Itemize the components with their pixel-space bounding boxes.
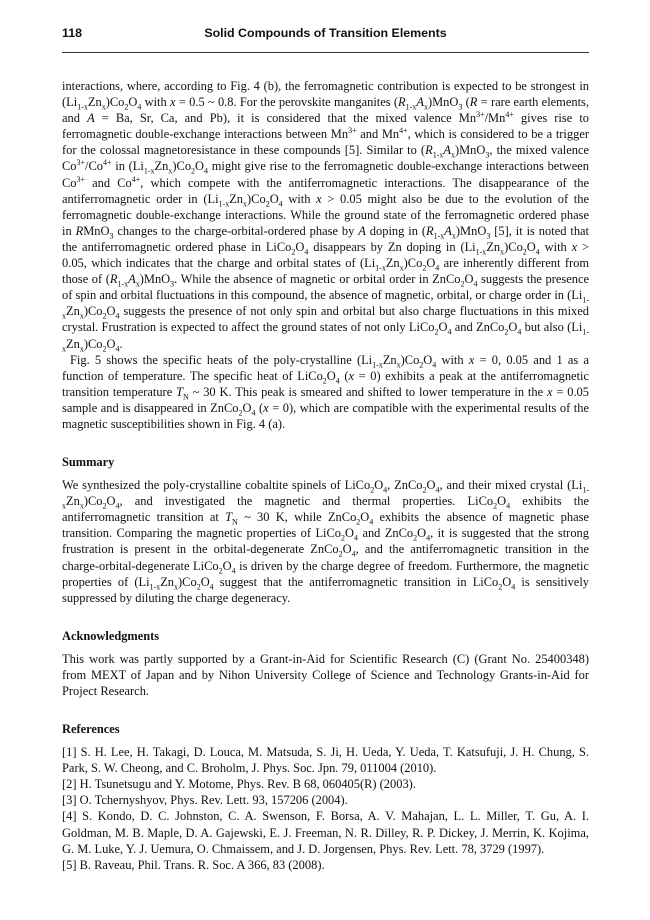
running-title: Solid Compounds of Transition Elements [204,26,447,40]
reference-list [62,744,589,873]
summary-heading: Summary [62,455,115,470]
acknowledgments-heading: Acknowledgments [62,628,160,643]
reference-item: [4] S. Kondo, D. C. Johnston, C. A. Swenson, F. Borsa, A. V. Mahajan, L. L. Miller, T. Gu, A. I. Goldman, M. B. Maple, D. A. Gajewski, E. J. Freeman, N. R. Dilley, R. P. Dickey, J. Merrin, K. Kojima, G. M. Luke, Y. J. Uemura, O. Chmaissem, and J. D. Jorgensen, Phys. Rev. Lett. 78, 3729 (1997). [62,809,589,856]
running-header [62,26,589,44]
body-paragraph-1: interactions, where, according to Fig. 4 (b), the ferromagnetic contribution is expected to be strongest in $(Li_{1-x}Zn_x)Co_2O_4$ with x = 0.5 ~ 0.8. For the perovskite manganites $(R_{1-x}A_x)MnO_3$ (R = rare earth elements, and A = Ba, Sr, Ca, and Pb), it is considered that the mixed valence $Mn^{3+}/Mn^{4+}$ gives rise to ferromagnetic double-exchange interactions between $Mn^{3+}$ and $Mn^{4+}$, which is considered to be a trigger for the colossal magnetoresistance in these compounds [5]. Similar to $(R_{1-x}A_x)MnO_3$, the mixed valence $Co^{3+}/Co^{4+}$ in $(Li_{1-x}Zn_x)Co_2O_4$ might give rise to the ferromagnetic double-exchange interactions between $Co^{3+}$ and $Co^{4+}$, which compete with the antiferromagnetic interactions. The disappearance of the antiferromagnetic order in $(Li_{1-x}Zn_x)Co_2O_4$ with x > 0.05 might also be due to the evolution of the ferromagnetic double-exchange interactions. While the ground state of the ferromagnetic ordered phase in RMnO$_3$ changes to the charge-orbital-ordered phase by A doping in $(R_{1-x}A_x)MnO_3$ [5], it is noted that the antiferromagnetic ordered phase in $LiCo_2O_4$ disappears by Zn doping in $(Li_{1-x}Zn_x)Co_2O_4$ with x > 0.05, which indicates that the charge and orbital states of $(Li_{1-x}Zn_x)Co_2O_4$ are inherently different from those of $(R_{1-x}A_x)MnO_3$. While the absence of magnetic or orbital order in $ZnCo_2O_4$ suggests the presence of spin and orbital fluctuations in this compound, the absence of magnetic, orbital, or charge order in $(Li_{1-x}Zn_x)Co_2O_4$ suggests the presence of not only spin and orbital but also charge fluctuations in this mixed crystal. Frustration is expected to affect the ground states of not only $LiCo_2O_4$ and $ZnCo_2O_4$ but also $(Li_{1-x}Zn_x)Co_2O_4$. [62,79,590,353]
acknowledgments-paragraph: This work was partly supported by a Grant-in-Aid for Scientific Research (C) (Grant No. 25400348) from MEXT of Japan and by Nihon University College of Science and Technology Grants-in-Aid for Project Research. [62,651,589,698]
summary-paragraph: We synthesized the poly-crystalline cobaltite spinels of $LiCo_2O_4$, $ZnCo_2O_4$, and their mixed crystal $(Li_{1-x}Zn_x)Co_2O_4$, and investigated the magnetic and thermal properties. $LiCo_2O_4$ exhibits the antiferromagnetic transition at $T_N$ ~ 30 K, while $ZnCo_2O_4$ exhibits the absence of magnetic phase transition. Comparing the magnetic properties of $LiCo_2O_4$ and $ZnCo_2O_4$, it is suggested that the strong frustration is present in the orbital-degenerate $ZnCo_2O_4$, and the antiferromagnetic transition in the charge-orbital-degenerate $LiCo_2O_4$ is driven by the charge degree of freedom. Furthermore, the magnetic properties of $(Li_{1-x}Zn_x)Co_2O_4$ suggest that the antiferromagnetic transition in $LiCo_2O_4$ is sensitively suppressed by diluting the charge degeneracy. [62,478,590,605]
references-heading: References [62,722,120,737]
reference-item: [5] B. Raveau, Phil. Trans. R. Soc. A 366, 83 (2008). [62,857,325,872]
reference-item: [2] H. Tsunetsugu and Y. Motome, Phys. Rev. B 68, 060405(R) (2003). [62,777,416,792]
body-paragraph-2: Fig. 5 shows the specific heats of the poly-crystalline $(Li_{1-x}Zn_x)Co_2O_4$ with x = 0, 0.05 and 1 as a function of temperature. The specific heat of $LiCo_2O_4$ (x = 0) exhibits a peak at the antiferromagnetic transition temperature $T_N$ ~ 30 K. This peak is smeared and shifted to lower temperature in the x = 0.05 sample and is disappeared in $ZnCo_2O_4$ (x = 0), which are compatible with the experimental results of the magnetic susceptibilities shown in Fig. 4 (a). [62,352,590,431]
reference-item: [3] O. Tchernyshyov, Phys. Rev. Lett. 93, 157206 (2004). [62,793,348,808]
page-number: 118 [62,26,82,40]
header-rule [62,52,589,53]
reference-item: [1] S. H. Lee, H. Takagi, D. Louca, M. Matsuda, S. Ji, H. Ueda, Y. Ueda, T. Katsufuji, J. H. Chung, S. Park, S. W. Cheong, and C. Broholm, J. Phys. Soc. Jpn. 79, 011004 (2010). [62,745,589,776]
article-body [62,78,589,873]
